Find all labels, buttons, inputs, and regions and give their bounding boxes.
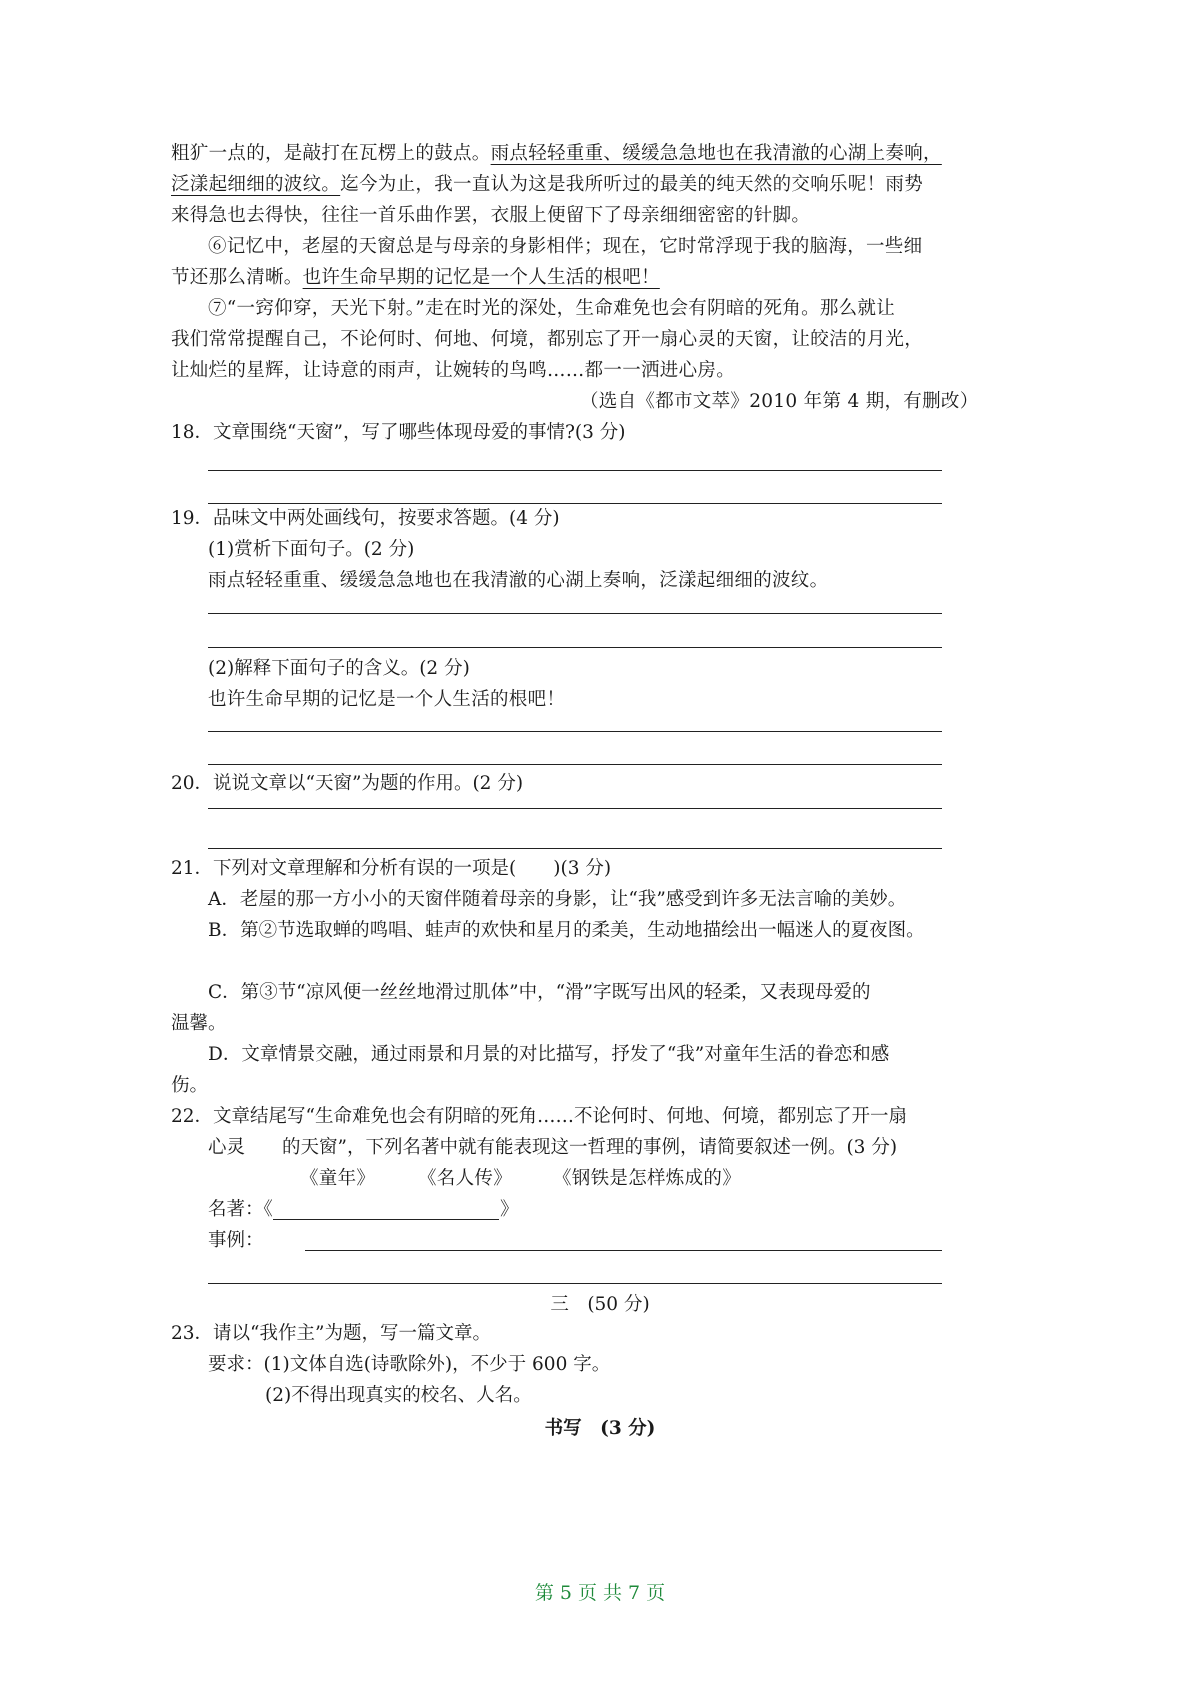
example-label: 事例： [208,1230,264,1251]
requirement-2: (2)不得出现真实的校名、人名。 [265,1385,532,1406]
requirement-1: 要求：(1)文体自选(诗歌除外)，不少于 600 字。 [208,1354,611,1375]
passage-line [171,172,923,198]
question-23: 23．请以“我作主”为题，写一篇文章。 [171,1323,491,1344]
passage-text: 迄今为止，我一直认为这是我所听过的最美的纯天然的交响乐呢！雨势 [340,174,924,195]
book-title: 《钢铁是怎样炼成的》 [553,1168,742,1189]
underlined-sentence-1-end: 泛漾起细细的波纹。 [171,174,341,195]
answer-line [208,764,942,765]
passage-text: 粗犷一点的，是敲打在瓦楞上的鼓点。 [171,143,491,164]
passage-line: ⑥记忆中，老屋的天窗总是与母亲的身影相伴；现在，它时常浮现于我的脑海，一些细 [208,236,923,257]
quoted-sentence: 雨点轻轻重重、缓缓急急地也在我清澈的心湖上奏响，泛漾起细细的波纹。 [208,570,829,591]
book-name-blank [273,1219,499,1220]
answer-line [208,808,942,809]
answer-line [208,613,942,614]
option-d: D．文章情景交融，通过雨景和月景的对比描写，抒发了“我”对童年生活的眷恋和感 [208,1044,890,1065]
underlined-sentence-2: 也许生命早期的记忆是一个人生活的根吧！ [302,267,660,288]
passage-line: 我们常常提醒自己，不论何时、何地、何境，都别忘了开一扇心灵的天窗，让皎洁的月光， [171,329,924,350]
question-21: 21．下列对文章理解和分析有误的一项是( )(3 分) [171,858,612,879]
question-19-2: (2)解释下面句子的含义。(2 分) [208,658,470,679]
passage-line: 来得急也去得快，往往一首乐曲作罢，衣服上便留下了母亲细细密密的针脚。 [171,205,811,226]
passage-line [171,141,942,167]
passage-line [171,265,660,291]
question-22: 22．文章结尾写“生命难免也会有阴暗的死角……不论何时、何地、何境，都别忘了开一扇 [171,1106,908,1127]
question-18: 18．文章围绕“天窗”，写了哪些体现母爱的事情?(3 分) [171,422,626,443]
answer-line [208,470,942,471]
question-22-cont: 心灵 的天窗”，下列名著中就有能表现这一哲理的事例，请简要叙述一例。(3 分) [208,1137,898,1158]
question-19-1: (1)赏析下面句子。(2 分) [208,539,415,560]
question-19: 19．品味文中两处画线句，按要求答题。(4 分) [171,508,560,529]
book-title: 《童年》 [300,1168,376,1189]
book-name-end: 》 [500,1199,519,1220]
passage-text: 节还那么清晰。 [171,267,303,288]
option-a: A．老屋的那一方小小的天窗伴随着母亲的身影，让“我”感受到许多无法言喻的美妙。 [208,889,907,910]
source-citation: （选自《都市文萃》2010 年第 4 期，有删改） [580,391,979,412]
option-c-cont: 温馨。 [171,1013,227,1034]
quoted-sentence: 也许生命早期的记忆是一个人生活的根吧！ [208,689,566,710]
answer-line [208,503,942,504]
book-name-label: 名著：《 [208,1199,273,1220]
answer-line [208,647,942,648]
passage-line: ⑦“一窍仰穿，天光下射。”走在时光的深处，生命难免也会有阴暗的死角。那么就让 [208,298,896,319]
question-20: 20．说说文章以“天窗”为题的作用。(2 分) [171,773,524,794]
passage-line: 让灿烂的星辉，让诗意的雨声，让婉转的鸟鸣……都一一洒进心房。 [171,360,736,381]
option-c: C．第③节“凉风便一丝丝地滑过肌体”中，“滑”字既写出风的轻柔，又表现母爱的 [208,982,871,1003]
handwriting-score: 书写 (3 分) [544,1418,656,1439]
book-title: 《名人传》 [418,1168,513,1189]
page-number-footer: 第 5 页 共 7 页 [534,1582,666,1604]
underlined-sentence-1: 雨点轻轻重重、缓缓急急地也在我清澈的心湖上奏响， [490,143,942,164]
answer-line [208,731,942,732]
section-3-heading: 三 (50 分) [550,1294,650,1315]
answer-line [208,1283,942,1284]
answer-line [305,1250,942,1251]
option-d-cont: 伤。 [171,1075,209,1096]
option-b: B．第②节选取蝉的鸣唱、蛙声的欢快和星月的柔美，生动地描绘出一幅迷人的夏夜图。 [208,920,925,941]
answer-line [208,848,942,849]
